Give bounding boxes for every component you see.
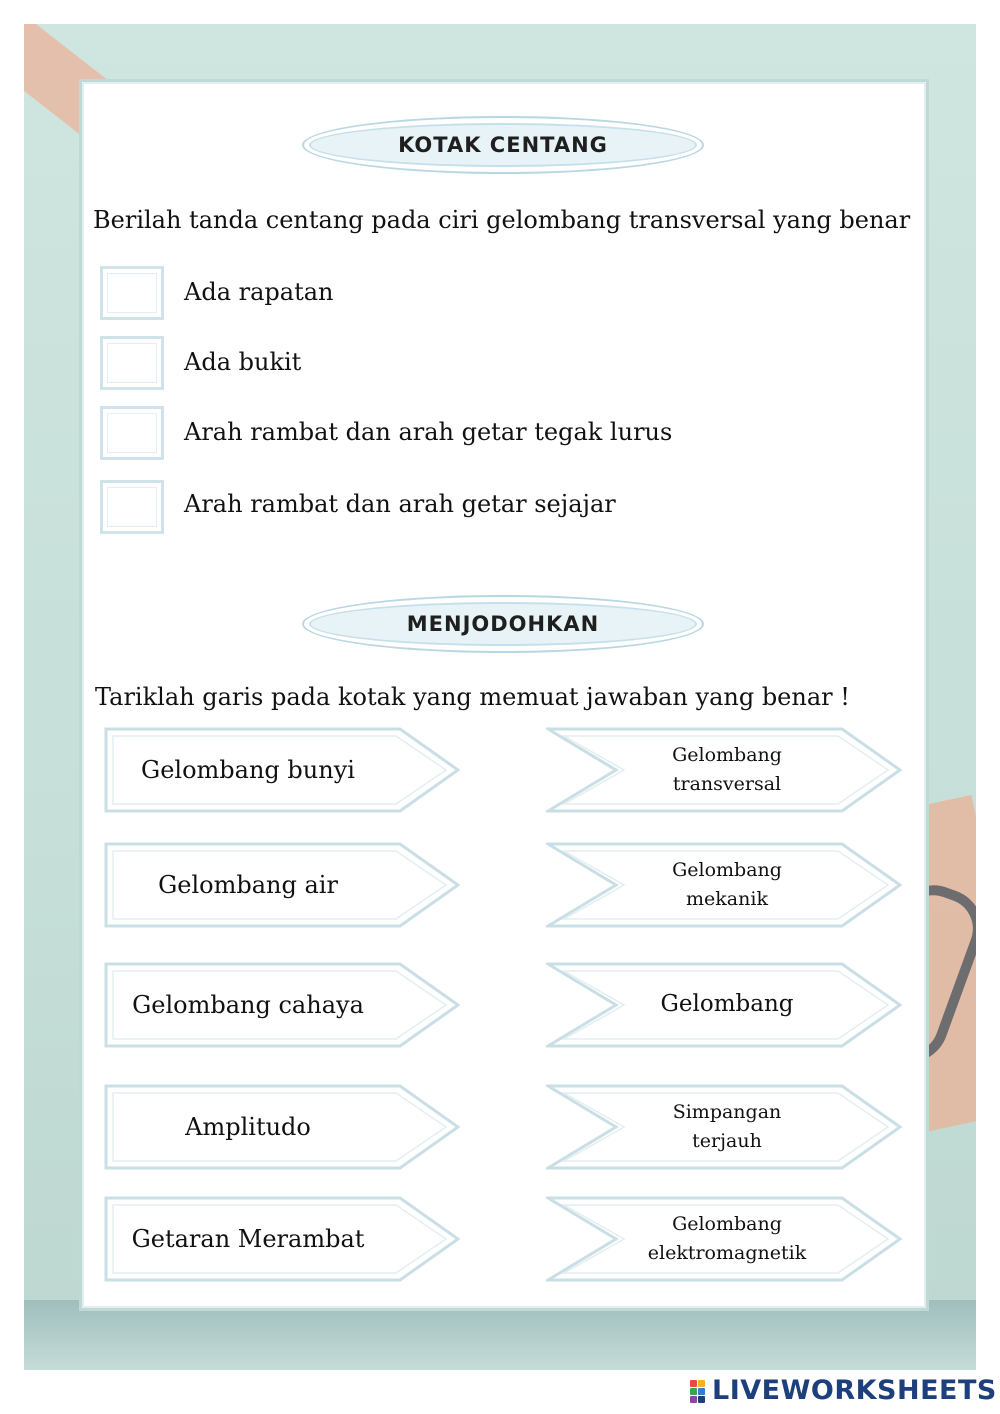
checkbox-instruction: Berilah tanda centang pada ciri gelombang transversal yang benar: [93, 206, 911, 234]
match-left-label: Amplitudo: [185, 1113, 311, 1141]
match-right-5[interactable]: [546, 1196, 902, 1282]
liveworksheets-icon: [690, 1378, 706, 1402]
match-right-line: elektromagnetik: [647, 1242, 807, 1264]
match-left-1[interactable]: [104, 727, 460, 813]
match-right-label: [624, 1084, 830, 1170]
match-right-line: Gelombang: [672, 858, 782, 881]
section-title-text: MENJODOHKAN: [406, 612, 600, 636]
match-left-label: Gelombang cahaya: [132, 991, 364, 1019]
match-right-line: Gelombang: [660, 991, 794, 1018]
liveworksheets-logo: [690, 1370, 997, 1410]
match-right-line: mekanik: [686, 888, 768, 910]
section-title-checkbox: [302, 116, 704, 174]
match-left-label: Getaran Merambat: [131, 1225, 365, 1253]
section-title-matching: [302, 595, 704, 653]
option-label: Arah rambat dan arah getar sejajar: [184, 490, 616, 518]
decor-floor: [24, 1300, 976, 1370]
match-right-4[interactable]: [546, 1084, 902, 1170]
match-left-2[interactable]: [104, 842, 460, 928]
section-title-text: KOTAK CENTANG: [398, 133, 608, 157]
matching-instruction: Tariklah garis pada kotak yang memuat jawaban yang benar !: [95, 683, 850, 711]
brand-text: LIVEWORKSHEETS: [712, 1374, 997, 1406]
match-left-label: Gelombang air: [158, 871, 338, 899]
match-right-line: terjauh: [692, 1130, 762, 1152]
checkbox-option-1[interactable]: [100, 266, 164, 320]
match-right-label: [624, 842, 830, 928]
match-left-5[interactable]: [104, 1196, 460, 1282]
checkbox-option-3[interactable]: [100, 406, 164, 460]
option-label: Ada rapatan: [184, 278, 334, 306]
match-right-2[interactable]: [546, 842, 902, 928]
match-left-3[interactable]: [104, 962, 460, 1048]
match-right-label: [624, 1196, 830, 1282]
checkbox-option-2[interactable]: [100, 336, 164, 390]
match-right-line: transversal: [672, 773, 782, 795]
match-right-label: [624, 962, 830, 1048]
match-right-line: Gelombang: [672, 1212, 782, 1235]
match-right-line: Gelombang: [672, 743, 782, 766]
match-right-1[interactable]: [546, 727, 902, 813]
match-right-line: Simpangan: [672, 1100, 782, 1123]
match-left-4[interactable]: [104, 1084, 460, 1170]
match-left-label: Gelombang bunyi: [141, 756, 355, 784]
checkbox-option-4[interactable]: [100, 480, 164, 534]
option-label: Ada bukit: [184, 348, 302, 376]
option-label: Arah rambat dan arah getar tegak lurus: [184, 418, 673, 446]
match-right-label: [624, 727, 830, 813]
match-right-3[interactable]: [546, 962, 902, 1048]
